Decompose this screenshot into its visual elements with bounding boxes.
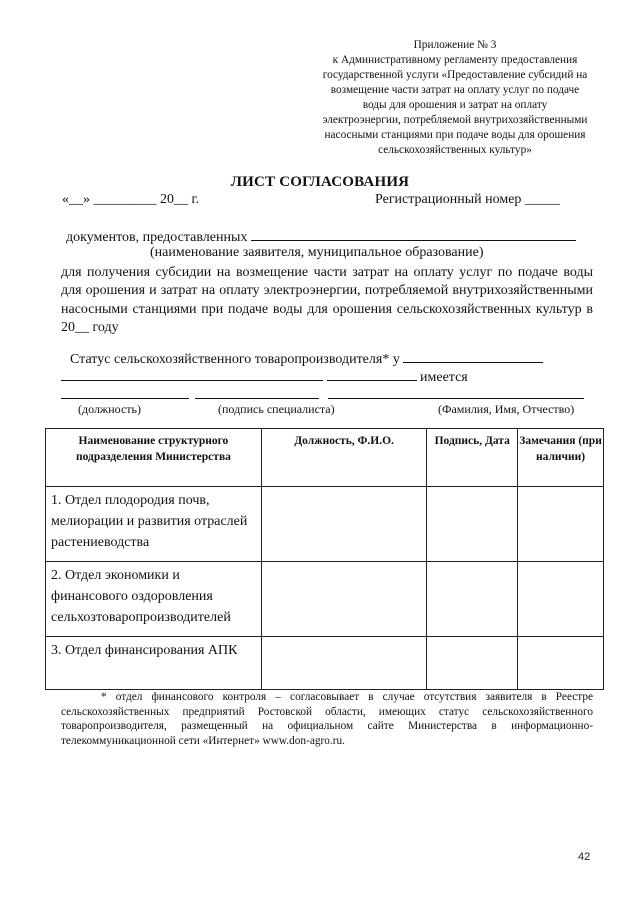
department-cell: 1. Отдел плодородия почв, мелиорации и развития отраслей растениеводства [46, 487, 262, 562]
footnote-text: * отдел финансового контроля – согласовывает в случае отсутствия заявителя в Реестре сельскохозяйственных предприятий Ростовской области, имеющих статус сельскохозяйственного товаропроизводителя, размещенный на официальном сайте Министерства в информационно-телекоммуникационной сети «Интернет» www.don-agro.ru. [61, 691, 593, 747]
exists-line [61, 367, 468, 386]
remarks-cell [518, 562, 604, 637]
appendix-line: насосными станциями при подаче воды для орошения [324, 129, 586, 141]
registration-number-field: Регистрационный номер _____ [375, 192, 560, 207]
approval-table [45, 428, 604, 690]
position-rule [61, 398, 189, 399]
table-row [46, 562, 604, 637]
appendix-line: воды для орошения и затрат на оплату [362, 99, 548, 111]
exists-label: имеется [420, 370, 468, 385]
table-header-row [46, 429, 604, 487]
header-signature-date: Подпись, Дата [427, 429, 518, 487]
appendix-line: возмещение части затрат на оплату услуг по подаче [330, 84, 580, 96]
appendix-line: государственной услуги «Предоставление субсидий на [322, 69, 588, 81]
position-name-cell [261, 562, 426, 637]
name-label: (Фамилия, Имя, Отчество) [438, 402, 575, 416]
signature-label: (подпись специалиста) [218, 402, 335, 416]
appendix-header [290, 38, 620, 158]
appendix-line: Приложение № 3 [413, 39, 497, 51]
signature-date-cell [427, 562, 518, 637]
documents-line [66, 227, 576, 246]
footnote [61, 690, 593, 748]
documents-label: документов, предоставленных [66, 230, 248, 245]
signature-date-cell [427, 637, 518, 690]
applicant-blank [251, 227, 576, 241]
status-line [70, 349, 543, 368]
appendix-line: сельскохозяйственных культур» [378, 144, 532, 156]
position-name-cell [261, 487, 426, 562]
position-label: (должность) [78, 402, 141, 416]
header-position-name: Должность, Ф.И.О. [261, 429, 426, 487]
exists-blank-2 [327, 367, 417, 381]
header-remarks: Замечания (при наличии) [518, 429, 604, 487]
page-title: ЛИСТ СОГЛАСОВАНИЯ [230, 174, 410, 190]
header-department: Наименование структурного подразделения Министерства [46, 429, 262, 487]
signature-date-cell [427, 487, 518, 562]
remarks-cell [518, 487, 604, 562]
appendix-line: электроэнергии, потребляемой внутрихозяйственными [322, 114, 588, 126]
signature-rule [195, 398, 319, 399]
exists-blank-1 [61, 367, 323, 381]
department-cell: 3. Отдел финансирования АПК [46, 637, 262, 690]
status-blank [403, 349, 543, 363]
table-row [46, 487, 604, 562]
name-rule [328, 398, 584, 399]
date-field: «__» _________ 20__ г. [62, 192, 200, 207]
position-name-cell [261, 637, 426, 690]
remarks-cell [518, 637, 604, 690]
applicant-hint: (наименование заявителя, муниципальное образование) [150, 245, 484, 260]
appendix-line: к Административному регламенту предоставления [332, 54, 578, 66]
table-row [46, 637, 604, 690]
purpose-paragraph: для получения субсидии на возмещение части затрат на оплату услуг по подаче воды для орошения и затрат на оплату электроэнергии, потребляемой внутрихозяйственными насосными станциями при подаче воды для орошения сельскохозяйственных культур в 20__ году [61, 265, 593, 335]
page-number: 42 [578, 851, 591, 863]
department-cell: 2. Отдел экономики и финансового оздоровления сельхозтоваропроизводителей [46, 562, 262, 637]
status-label: Статус сельскохозяйственного товаропроизводителя* у [70, 352, 400, 367]
